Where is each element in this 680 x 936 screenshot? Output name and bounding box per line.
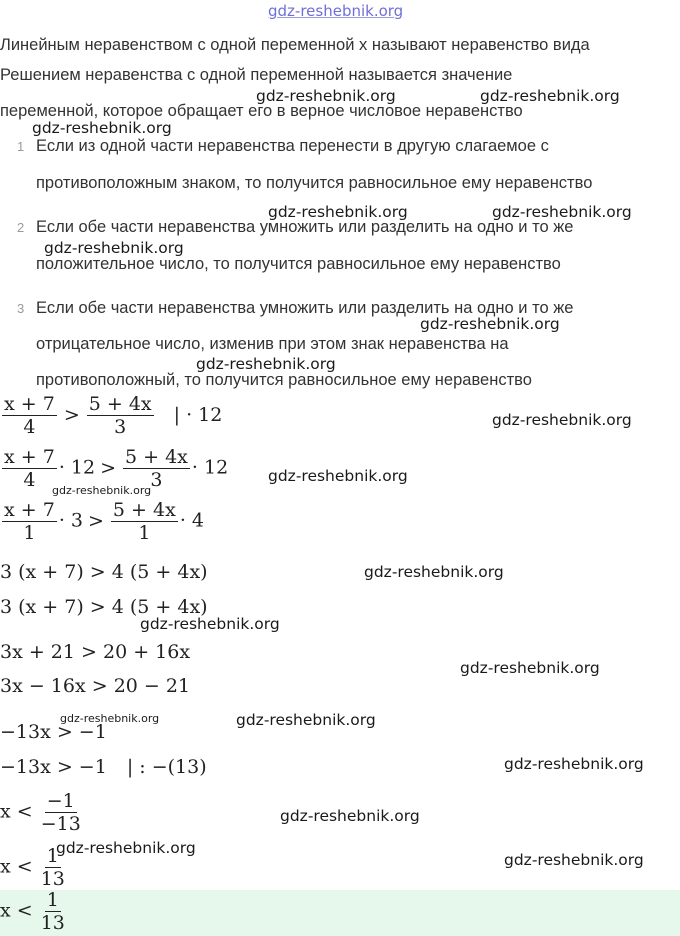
watermark: gdz-reshebnik.org: [44, 239, 184, 257]
step-10: x < $\frac{-1}{-13}$: [0, 790, 81, 835]
property-3-line1: Если обе части неравенства умножить или разделить на одно и то же: [36, 299, 574, 317]
step-3-right-fraction: $\frac{5 + 4x}{1}$: [112, 499, 176, 544]
step-1-left-fraction: $\frac{x + 7}{4}$: [4, 393, 55, 438]
step-4: 3 (x + 7) > 4 (5 + 4x): [0, 561, 208, 583]
watermark: gdz-reshebnik.org: [196, 355, 336, 373]
definition-solution-line2: переменной, которое обращает его в верное числовое неравенство: [0, 102, 523, 120]
watermark: gdz-reshebnik.org: [56, 839, 196, 857]
step-2: $\frac{x + 7}{4}$ · 12 > $\frac{5 + 4x}{3}$ · 12: [4, 446, 229, 491]
property-2-line1: Если обе части неравенства умножить или разделить на одно и то же: [36, 218, 574, 236]
watermark: gdz-reshebnik.org: [256, 87, 396, 105]
step-7: 3x − 16x > 20 − 21: [0, 675, 191, 697]
watermark: gdz-reshebnik.org: [504, 755, 644, 773]
watermark: gdz-reshebnik.org: [492, 203, 632, 221]
property-number-1: 1: [17, 139, 25, 154]
watermark: gdz-reshebnik.org: [236, 711, 376, 729]
step-6: 3x + 21 > 20 + 16x: [0, 641, 191, 663]
step-3-left-fraction: $\frac{x + 7}{1}$: [4, 499, 55, 544]
watermark: gdz-reshebnik.org: [268, 467, 408, 485]
watermark: gdz-reshebnik.org: [460, 659, 600, 677]
step-11-fraction: $\frac{1}{13}$: [40, 845, 65, 890]
watermark: gdz-reshebnik.org: [268, 203, 408, 221]
step-8: −13x > −1: [0, 721, 107, 743]
step-1: $\frac{x + 7}{4}$ > $\frac{5 + 4x}{3}$ | · 12: [4, 393, 223, 438]
step-9: −13x > −1 | : −(13): [0, 756, 207, 778]
watermark-small: gdz-reshebnik.org: [52, 484, 152, 497]
step-2-right-fraction: $\frac{5 + 4x}{3}$: [125, 446, 188, 491]
final-answer: x < $\frac{1}{13}$: [0, 889, 65, 934]
watermark: gdz-reshebnik.org: [420, 315, 560, 333]
property-2-line2: положительное число, то получится равносильное ему неравенство: [36, 255, 561, 273]
watermark: gdz-reshebnik.org: [364, 563, 504, 581]
step-3: $\frac{x + 7}{1}$ · 3 > $\frac{5 + 4x}{1}$ · 4: [4, 499, 204, 544]
property-1-line1: Если из одной части неравенства перенести в другую слагаемое с: [36, 137, 549, 155]
watermark: gdz-reshebnik.org: [32, 119, 172, 137]
definition-solution-line1: Решением неравенства с одной переменной называется значение: [0, 66, 513, 84]
property-3-line3: противоположный, то получится равносильное ему неравенство: [36, 371, 532, 389]
final-answer-fraction: $\frac{1}{13}$: [40, 889, 65, 934]
answer-highlight: [0, 890, 680, 936]
property-1-line2: противоположным знаком, то получится равносильное ему неравенство: [36, 174, 593, 192]
watermark: gdz-reshebnik.org: [280, 807, 420, 825]
definition-linear-inequality: Линейным неравенством с одной переменной x называют неравенство вида: [0, 36, 590, 54]
watermark: gdz-reshebnik.org: [492, 411, 632, 429]
step-10-fraction: $\frac{-1}{-13}$: [40, 790, 81, 835]
watermark: gdz-reshebnik.org: [140, 615, 280, 633]
step-2-left-fraction: $\frac{x + 7}{4}$: [4, 446, 55, 491]
watermark-small: gdz-reshebnik.org: [60, 712, 160, 725]
step-5: 3 (x + 7) > 4 (5 + 4x): [0, 596, 208, 618]
property-3-line2: отрицательное число, изменив при этом знак неравенства на: [36, 335, 509, 353]
step-11: x < $\frac{1}{13}$: [0, 845, 65, 890]
step-1-right-fraction: $\frac{5 + 4x}{3}$: [88, 393, 152, 438]
watermark: gdz-reshebnik.org: [504, 851, 644, 869]
top-watermark-link[interactable]: gdz-reshebnik.org: [268, 2, 404, 20]
watermark: gdz-reshebnik.org: [480, 87, 620, 105]
property-number-3: 3: [17, 301, 25, 316]
property-number-2: 2: [17, 220, 25, 235]
